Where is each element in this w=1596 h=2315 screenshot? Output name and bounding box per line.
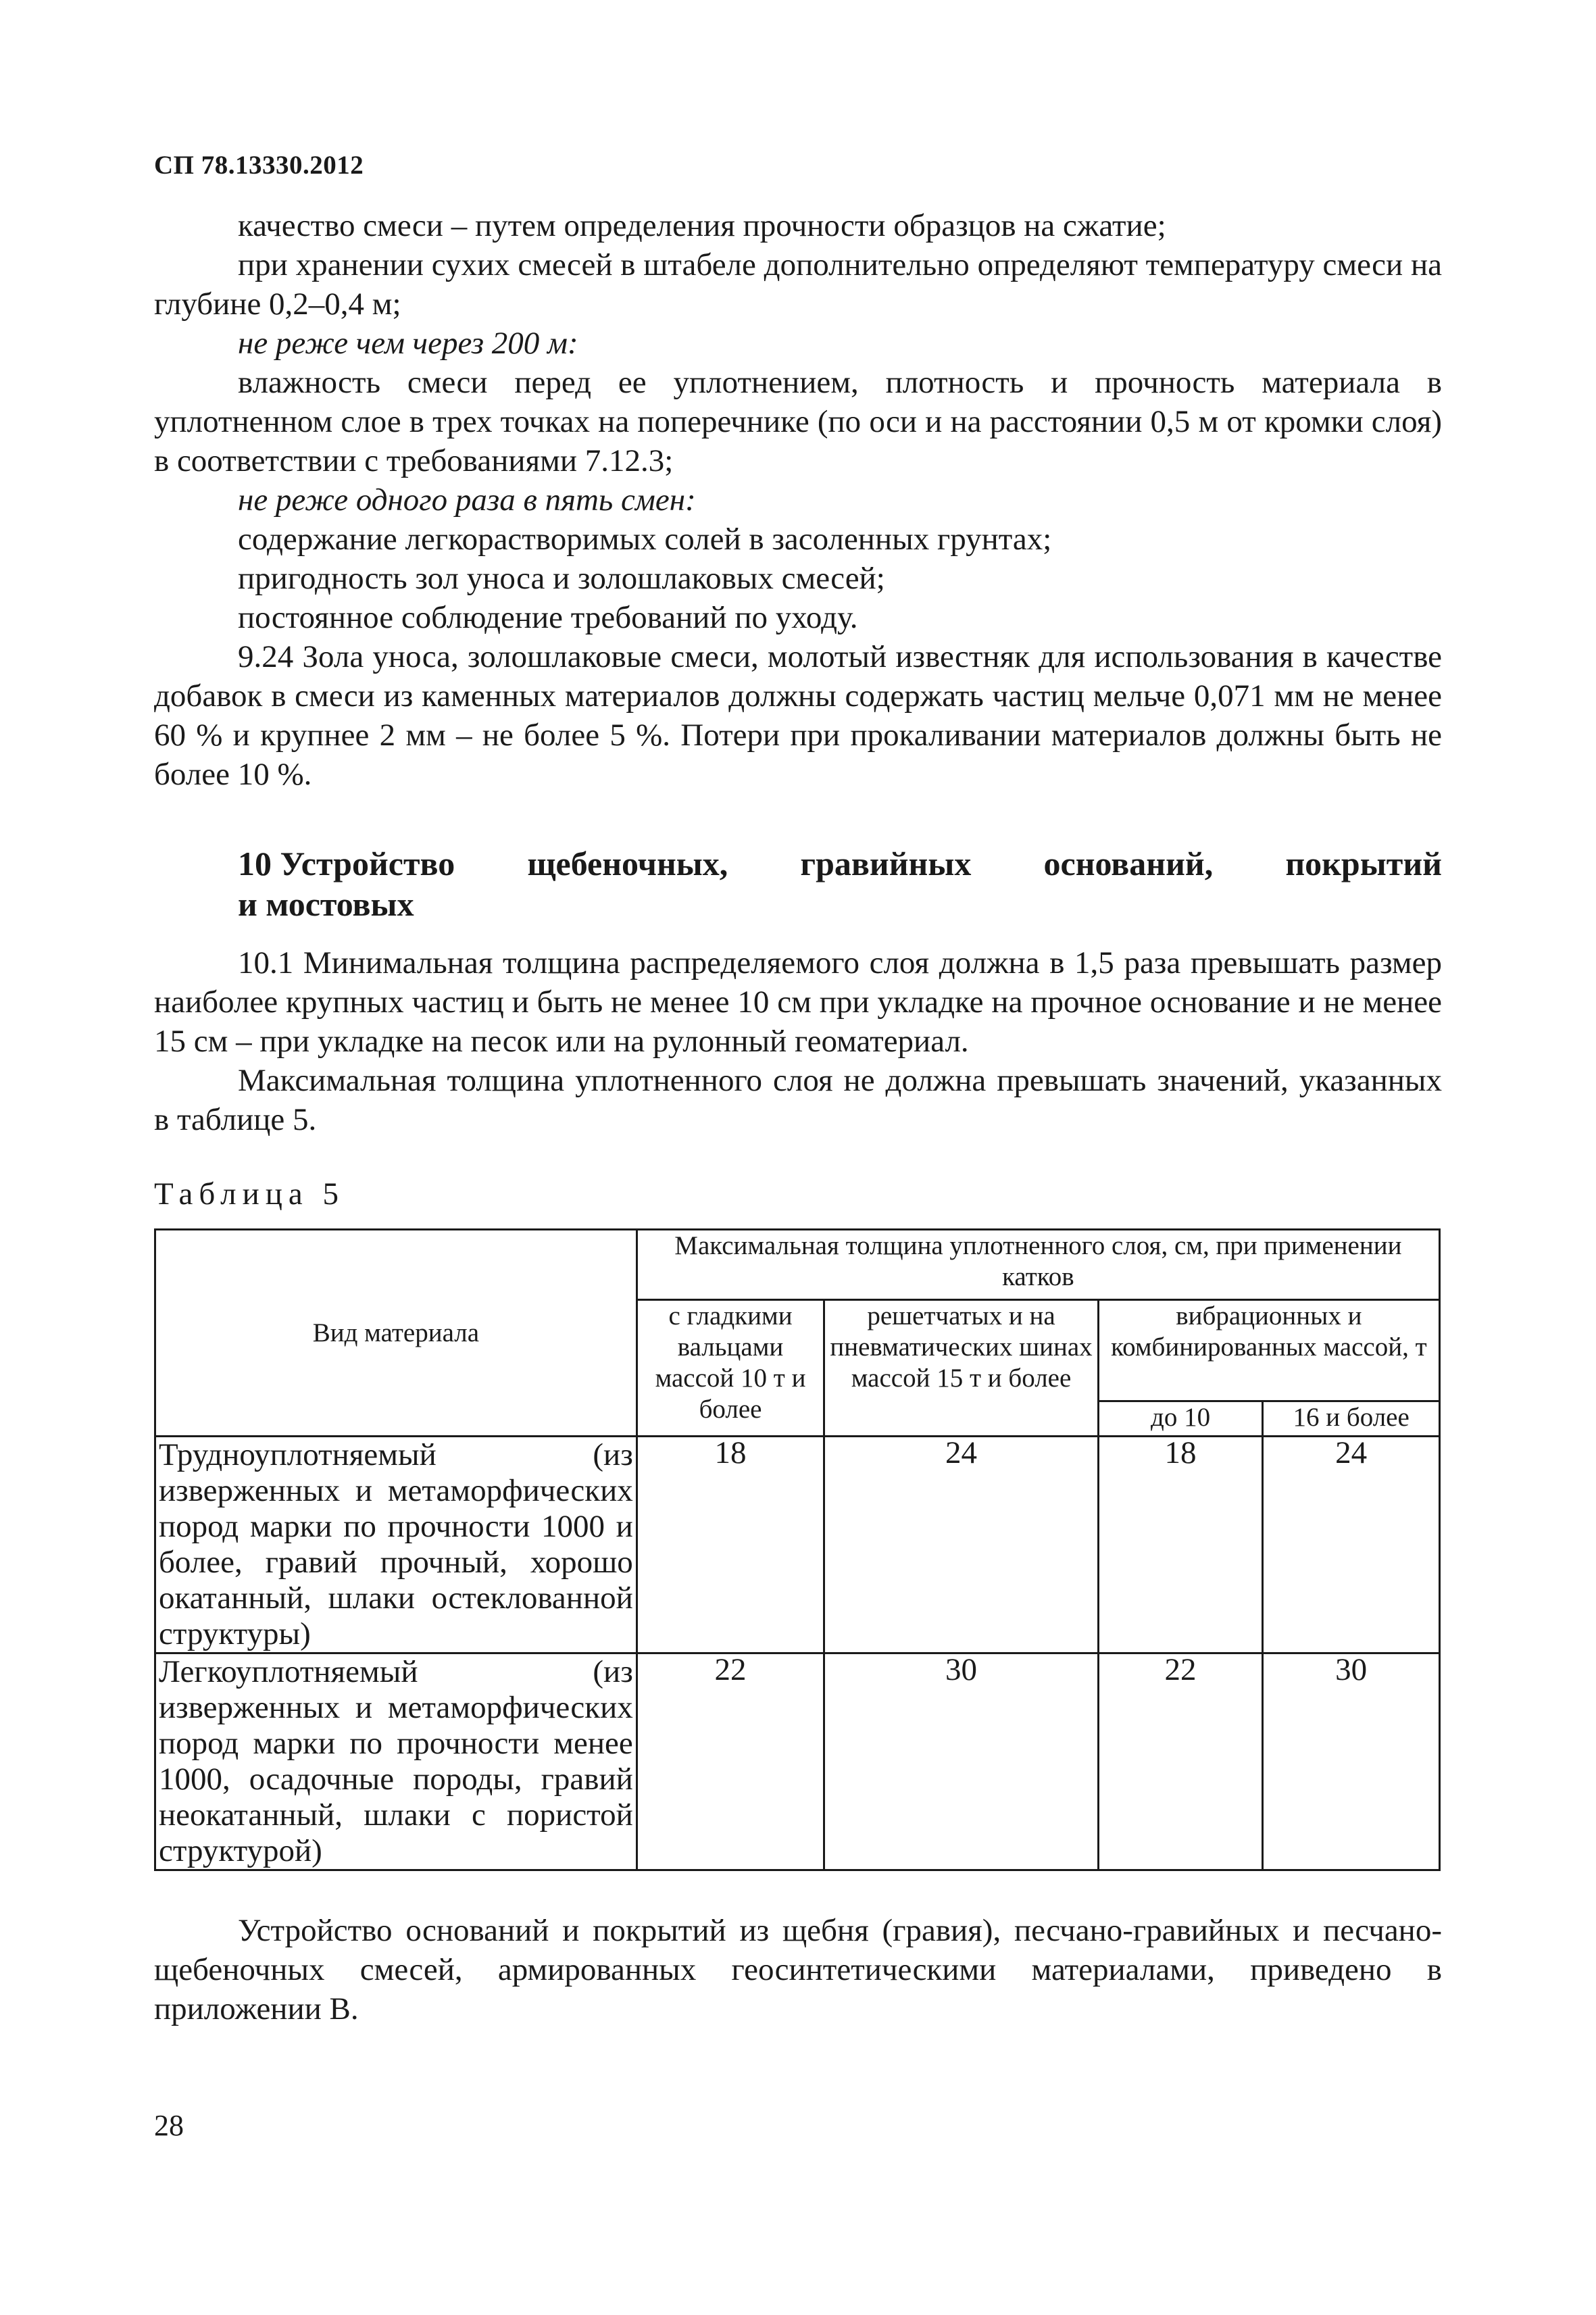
cell-value: 30 [1263, 1653, 1440, 1870]
document-code: СП 78.13330.2012 [154, 151, 364, 180]
paragraph-italic: не реже чем через 200 м: [238, 326, 578, 361]
heading-word: гравийных [800, 845, 972, 882]
cell-value: 30 [824, 1653, 1098, 1870]
page-number: 28 [154, 2109, 184, 2142]
cell-material: Легкоуплотняемый (из изверженных и метаморфических пород марки по прочности менее 1000, осадочные породы, гравий неокатанный, шлаки с пористой структурой) [155, 1653, 637, 1870]
heading-word: покрытий [1285, 845, 1442, 882]
cell-value: 18 [637, 1437, 824, 1653]
header-lattice-rollers: решетчатых и на пневматических шинах массой 15 т и более [824, 1300, 1098, 1437]
header-smooth-rollers: с гладкими вальцами массой 10 т и более [637, 1300, 824, 1437]
text-block-final [154, 1911, 1442, 2028]
paragraph-10-1: 10.1 Минимальная толщина распределяемого слоя должна в 1,5 раза превышать размер наиболее крупных частиц и быть не менее 10 см при укладке на прочное основание и не менее 15 см – при укладке на песок или на рулонный геоматериал. [154, 945, 1442, 1059]
paragraph-italic: не реже одного раза в пять смен: [238, 482, 696, 518]
cell-value: 24 [1263, 1437, 1440, 1653]
paragraph: Максимальная толщина уплотненного слоя не должна превышать значений, указанных в таблице 5. [154, 1063, 1442, 1137]
header-up-to-10: до 10 [1098, 1401, 1263, 1437]
paragraph: содержание легкорастворимых солей в засоленных грунтах; [238, 522, 1052, 557]
table-5 [154, 1228, 1441, 1871]
table-row [155, 1653, 1440, 1870]
paragraph: постоянное соблюдение требований по уходу. [238, 600, 858, 635]
paragraph: качество смеси – путем определения прочности образцов на сжатие; [238, 208, 1166, 243]
text-block-control [154, 206, 1442, 794]
header-16-plus: 16 и более [1263, 1401, 1440, 1437]
header-max-thickness: Максимальная толщина уплотненного слоя, см, при применении катков [637, 1230, 1439, 1300]
paragraph: при хранении сухих смесей в штабеле дополнительно определяют температуру смеси на глубине 0,2–0,4 м; [154, 247, 1442, 322]
table-row [155, 1437, 1440, 1653]
text-block-section-10 [154, 943, 1442, 1139]
cell-value: 22 [1098, 1653, 1263, 1870]
cell-value: 18 [1098, 1437, 1263, 1653]
paragraph: влажность смеси перед ее уплотнением, плотность и прочность материала в уплотненном слое в трех точках на поперечнике (по оси и на расстоянии 0,5 м от кромки слоя) в соответствии с требованиями 7.12.3; [154, 365, 1442, 478]
cell-material: Трудноуплотняемый (из изверженных и метаморфических пород марки по прочности 1000 и более, гравий прочный, хорошо окатанный, шлаки остеклованной структуры) [155, 1437, 637, 1653]
cell-value: 24 [824, 1437, 1098, 1653]
header-material: Вид материала [155, 1230, 637, 1437]
heading-word: щебеночных, [527, 845, 728, 882]
heading-word: оснований, [1043, 845, 1214, 882]
paragraph: Устройство оснований и покрытий из щебня (гравия), песчано-гравийных и песчано-щебеночных смесей, армированных геосинтетическими материалами, приведено в приложении В. [154, 1913, 1442, 2026]
cell-value: 22 [637, 1653, 824, 1870]
heading-line-2: и мостовых [238, 885, 414, 923]
heading-word: 10 Устройство [238, 845, 455, 882]
paragraph: пригодность зол уноса и золошлаковых смесей; [238, 561, 885, 596]
header-vibro-rollers: вибрационных и комбинированных массой, т [1098, 1300, 1439, 1401]
section-heading [154, 843, 1442, 924]
paragraph-9-24: 9.24 Зола уноса, золошлаковые смеси, молотый известняк для использования в качестве добавок в смеси из каменных материалов должны содержать частиц мельче 0,071 мм не менее 60 % и крупнее 2 мм – не более 5 %. Потери при прокаливании материалов должны быть не более 10 %. [154, 639, 1442, 792]
table-caption: Таблица 5 [154, 1176, 345, 1212]
